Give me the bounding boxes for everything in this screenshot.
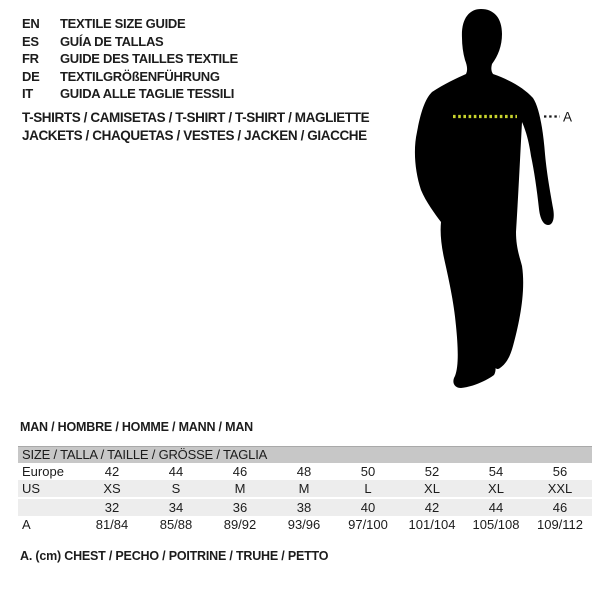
size-cell: 40 (336, 498, 400, 516)
row-label-cell (18, 498, 80, 516)
size-cell: 42 (400, 498, 464, 516)
size-cell: 38 (272, 498, 336, 516)
language-guide-list (22, 15, 238, 103)
size-table (18, 446, 592, 533)
language-code: IT (22, 86, 33, 101)
size-cell: 46 (528, 498, 592, 516)
size-cell: 109/112 (536, 517, 584, 532)
size-cell: XS (80, 480, 144, 498)
size-cell: S (144, 480, 208, 498)
size-cell: XL (464, 480, 528, 498)
table-row-numeric (18, 498, 592, 516)
language-code: DE (22, 68, 40, 84)
man-silhouette-figure (398, 4, 578, 404)
table-row-europe (18, 463, 592, 480)
language-row-es (22, 33, 238, 51)
guide-title: GUIDE DES TAILLES TEXTILE (60, 51, 238, 66)
size-cell: 34 (144, 498, 208, 516)
size-cell: XL (400, 480, 464, 498)
size-cell: 101/104 (408, 517, 456, 532)
language-code: EN (22, 16, 40, 31)
row-label-cell: US (18, 480, 80, 498)
language-row-en (22, 15, 238, 33)
guide-title: TEXTILGRÖßENFÜHRUNG (60, 68, 220, 84)
size-cell: 42 (104, 464, 120, 479)
size-cell: 36 (208, 498, 272, 516)
category-list (22, 109, 369, 144)
size-cell: 56 (552, 464, 568, 479)
size-table-header: SIZE / TALLA / TAILLE / GRÖSSE / TAGLIA (18, 447, 592, 464)
measure-label-a: A (563, 109, 573, 125)
language-row-fr (22, 50, 238, 68)
size-cell: 32 (80, 498, 144, 516)
size-cell: 97/100 (348, 517, 388, 532)
section-title-man: MAN / HOMBRE / HOMME / MANN / MAN (20, 420, 253, 434)
category-line-tshirts: T-SHIRTS / CAMISETAS / T-SHIRT / T-SHIRT / MAGLIETTE (22, 110, 370, 125)
size-cell: 44 (168, 464, 184, 479)
size-cell: 46 (232, 464, 248, 479)
guide-title: GUÍA DE TALLAS (60, 33, 164, 49)
size-cell: 85/88 (159, 517, 193, 532)
language-code: FR (22, 51, 39, 66)
size-cell: 105/108 (472, 517, 520, 532)
guide-title: GUIDA ALLE TAGLIE TESSILI (60, 86, 235, 101)
table-row-us (18, 480, 592, 498)
measurement-footnote: A. (cm) CHEST / PECHO / POITRINE / TRUHE / PETTO (20, 549, 329, 563)
size-table-header-row (18, 447, 592, 464)
row-label-cell: A (22, 517, 31, 532)
table-row-chest-a (18, 516, 592, 533)
size-cell: 52 (424, 464, 440, 479)
language-code: ES (22, 33, 39, 49)
size-cell: 44 (464, 498, 528, 516)
size-cell: 93/96 (287, 517, 321, 532)
size-cell: L (336, 480, 400, 498)
size-cell: 50 (360, 464, 376, 479)
row-label-cell: Europe (22, 464, 64, 479)
size-cell: 81/84 (95, 517, 129, 532)
size-cell: XXL (528, 480, 592, 498)
guide-title: TEXTILE SIZE GUIDE (60, 16, 186, 31)
size-cell: 48 (296, 464, 312, 479)
category-line-jackets: JACKETS / CHAQUETAS / VESTES / JACKEN / GIACCHE (22, 127, 367, 143)
size-cell: 89/92 (223, 517, 257, 532)
man-silhouette (415, 9, 554, 388)
size-cell: 54 (488, 464, 504, 479)
size-cell: M (208, 480, 272, 498)
size-cell: M (272, 480, 336, 498)
language-row-de (22, 68, 238, 86)
language-row-it (22, 85, 238, 103)
